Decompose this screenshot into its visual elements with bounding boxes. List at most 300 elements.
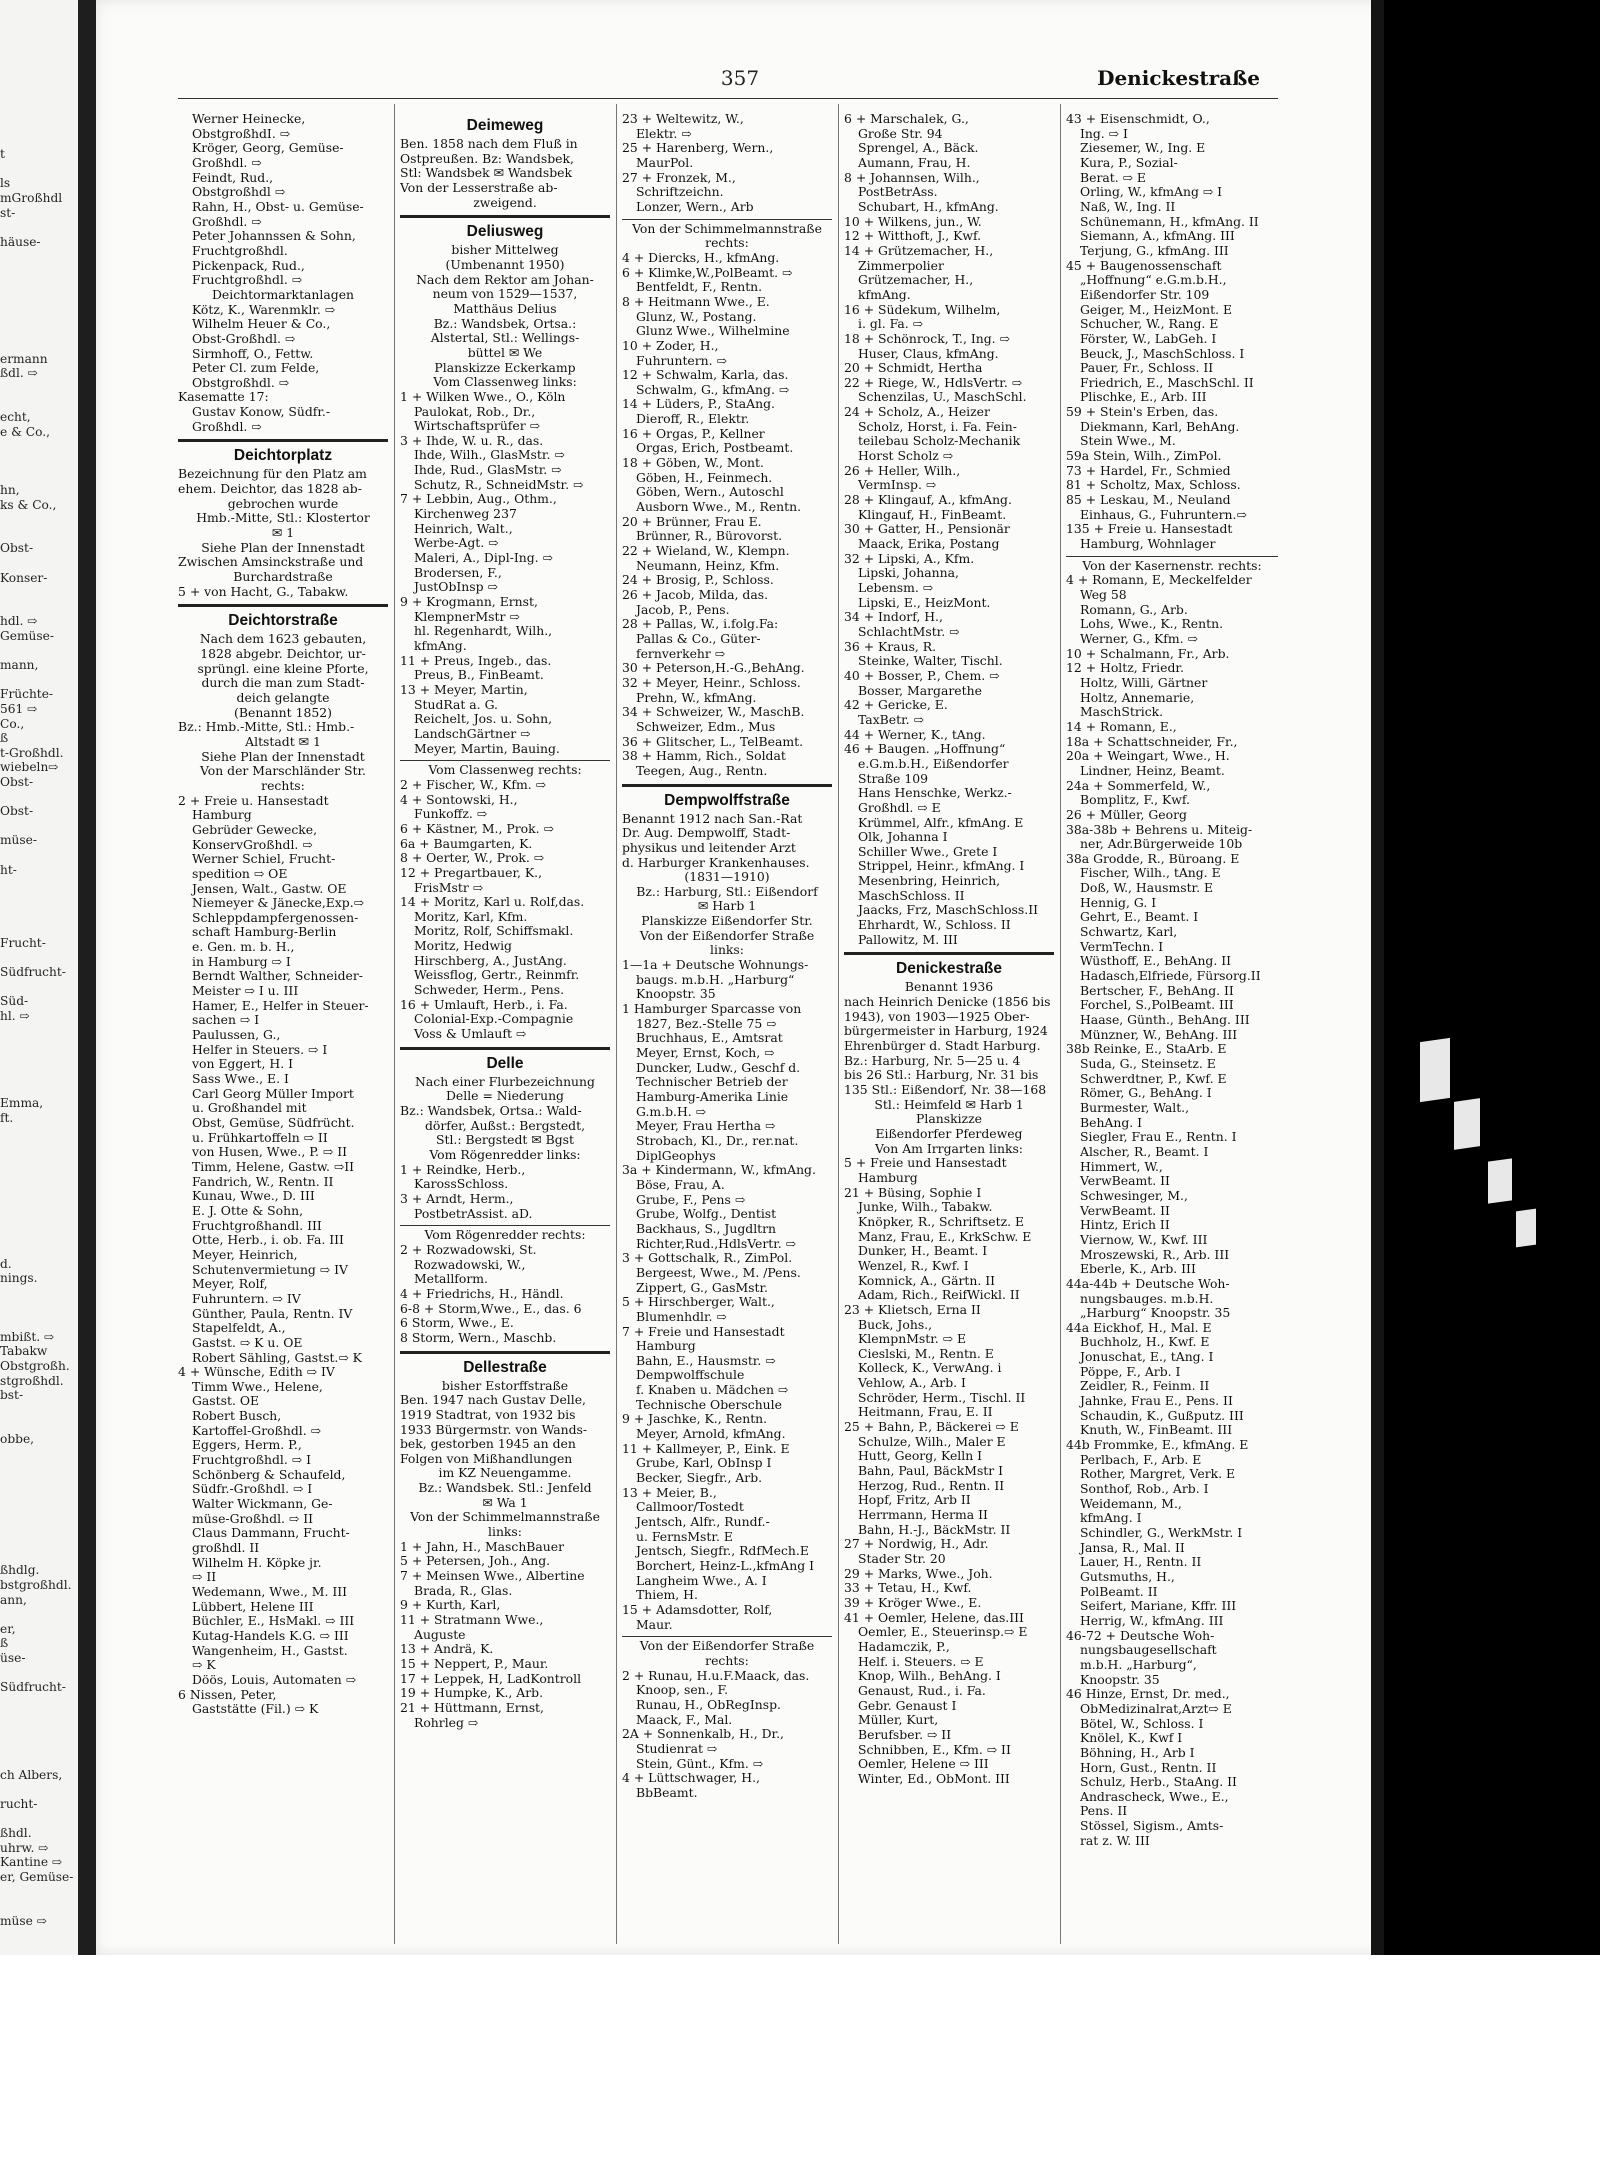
directory-line: Stössel, Sigism., Amts- — [1080, 1819, 1224, 1834]
directory-line: Fuhruntern. ⇨ IV — [192, 1291, 301, 1306]
directory-line: Pöppe, F., Arb. I — [1080, 1364, 1181, 1379]
section-divider — [400, 1047, 610, 1050]
directory-line: Ehrhardt, W., Schloss. II — [858, 918, 1011, 933]
directory-line: Schulze, Wilh., Maler E — [858, 1434, 1006, 1449]
directory-line: Berufsber. ⇨ II — [858, 1727, 952, 1742]
directory-line: müse-Großhdl. ⇨ II — [192, 1511, 314, 1526]
street-heading: Delle — [486, 1054, 524, 1072]
directory-line: 3 + Arndt, Herm., — [400, 1191, 514, 1206]
directory-line: Knuth, W., FinBeamt. III — [1080, 1423, 1233, 1438]
directory-line: Nach einer Flurbezeichnung — [415, 1074, 595, 1089]
directory-line: 20 + Brünner, Frau E. — [622, 514, 762, 529]
directory-line: G.m.b.H. ⇨ — [636, 1104, 707, 1119]
directory-line: Förster, W., LabGeh. I — [1080, 331, 1217, 346]
directory-line: Dieroff, R., Elektr. — [636, 412, 750, 427]
directory-line: 25 + Bahn, P., Bäckerei ⇨ E — [844, 1420, 1019, 1435]
directory-line: 28 + Klingauf, A., kfmAng. — [844, 493, 1012, 508]
directory-line: 12 + Pregartbauer, K., — [400, 865, 543, 880]
directory-line: rechts: — [705, 236, 749, 251]
directory-line: Heitmann, Frau, E. II — [858, 1405, 993, 1420]
directory-line: Hamburg-Amerika Linie — [636, 1090, 789, 1104]
directory-line: Dempwolffschule — [636, 1368, 745, 1383]
directory-line: Preus, B., FinBeamt. — [414, 668, 544, 683]
directory-line: bisher Mittelweg — [451, 243, 559, 258]
directory-line: 1 + Wilken Wwe., O., Köln — [400, 389, 566, 404]
directory-line: Wilhelm Heuer & Co., — [192, 317, 331, 332]
directory-line: 3 + Gottschalk, R., ZimPol. — [622, 1251, 793, 1266]
directory-line: hl. Regenhardt, Wilh., — [414, 624, 553, 639]
directory-line: 27 + Nordwig, H., Adr. — [844, 1537, 989, 1552]
text-column-5 — [1066, 112, 1278, 1942]
previous-page-fragment: ßhdlg. — [0, 1563, 40, 1578]
directory-line: 29 + Marks, Wwe., Joh. — [844, 1566, 993, 1581]
directory-line: E. J. Otte & Sohn, — [192, 1203, 304, 1218]
directory-line: 17 + Leppek, H, LadKontroll — [400, 1671, 582, 1686]
directory-line: 28 + Pallas, W., i.folg.Fa: — [622, 617, 779, 632]
previous-page-fragment: Tabakw — [0, 1344, 48, 1359]
directory-line: TaxBetr. ⇨ — [858, 712, 924, 727]
directory-line: 1828 abgebr. Deichtor, ur- — [200, 647, 366, 661]
directory-line: Mroszewski, R., Arb. III — [1080, 1247, 1230, 1262]
directory-line: Gastst. ⇨ K u. OE — [192, 1335, 303, 1350]
directory-line: Hamburg — [192, 808, 252, 823]
directory-line: 24 + Brosig, P., Schloss. — [622, 573, 774, 588]
directory-line: Gebrüder Gewecke, — [192, 822, 318, 837]
directory-line: Herrig, W., kfmAng. III — [1080, 1613, 1224, 1628]
directory-line: Buck, Johs., — [858, 1317, 933, 1332]
directory-line: Weg 58 — [1080, 588, 1127, 602]
directory-line: Orgas, Erich, Postbeamt. — [636, 441, 794, 456]
previous-page-fragment: müse ⇨ — [0, 1913, 47, 1928]
directory-line: MaschSchloss. II — [858, 888, 965, 903]
directory-line: Günther, Paula, Rentn. IV — [192, 1306, 353, 1321]
directory-line: Alscher, R., Beamt. I — [1080, 1144, 1209, 1159]
directory-line: 81 + Scholtz, Max, Schloss. — [1066, 478, 1241, 493]
column-rule — [838, 104, 839, 1944]
directory-line: kfmAng. — [414, 639, 467, 653]
directory-line: e.G.m.b.H., Eißendorfer — [858, 756, 1009, 771]
directory-line: Göben, H., Feinmech. — [636, 470, 773, 485]
directory-line: Obst-Großhdl. ⇨ — [192, 331, 296, 346]
directory-line: Beuck, J., MaschSchloss. I — [1080, 346, 1245, 361]
directory-line: Knoop, sen., F. — [636, 1683, 729, 1698]
directory-line: Geiger, M., HeizMont. E — [1080, 302, 1233, 317]
column-rule — [1060, 104, 1061, 1944]
directory-line: Doß, W., Hausmstr. E — [1080, 881, 1214, 896]
directory-line: ehem. Deichtor, das 1828 ab- — [178, 482, 362, 497]
directory-line: (Umbenannt 1950) — [445, 257, 565, 272]
directory-line: Hamer, E., Helfer in Steuer- — [192, 998, 369, 1013]
directory-line: FrisMstr ⇨ — [414, 880, 484, 895]
directory-line: physikus und leitender Arzt — [622, 840, 796, 855]
section-divider — [400, 215, 610, 218]
directory-line: Knop, Wilh., BehAng. I — [858, 1669, 1001, 1684]
directory-line: 4 + Romann, E, Meckelfelder — [1066, 573, 1252, 588]
previous-page-fragment: e & Co., — [0, 424, 51, 439]
directory-line: Matthäus Delius — [453, 301, 557, 316]
directory-line: 7 + Lebbin, Aug., Othm., — [400, 492, 557, 507]
directory-line: Elektr. ⇨ — [636, 126, 692, 141]
directory-line: Thiem, H. — [636, 1588, 698, 1603]
directory-line: KarossSchloss. — [414, 1177, 509, 1192]
directory-line: Bosser, Margarethe — [858, 683, 982, 698]
directory-line: Langheim Wwe., A. I — [636, 1573, 767, 1588]
directory-line: Jahnke, Frau E., Pens. II — [1080, 1394, 1233, 1409]
directory-line: 4 + Friedrichs, H., Händl. — [400, 1286, 564, 1301]
directory-line: Jensen, Walt., Gastw. OE — [192, 881, 347, 896]
directory-line: Eggers, Herm. P., — [192, 1438, 302, 1453]
directory-line: Werner, G., Kfm. ⇨ — [1080, 631, 1198, 646]
directory-line: 1919 Stadtrat, von 1932 bis — [400, 1407, 576, 1422]
directory-line: Schwartz, Karl, — [1080, 925, 1178, 940]
directory-line: Schnibben, E., Kfm. ⇨ II — [858, 1742, 1011, 1757]
directory-line: 8 + Oerter, W., Prok. ⇨ — [400, 851, 545, 866]
directory-line: „Harburg“ Knoopstr. 35 — [1080, 1306, 1231, 1321]
previous-page-fragment: stgroßhdl. — [0, 1373, 64, 1388]
directory-line: Maleri, A., Dipl-Ing. ⇨ — [414, 551, 553, 566]
directory-line: Schucher, W., Rang. E — [1080, 317, 1219, 332]
directory-line: Zwischen Amsinckstraße und — [178, 555, 364, 570]
previous-page-fragment: hl. ⇨ — [0, 1008, 30, 1023]
previous-page-fragment: nings. — [0, 1271, 38, 1286]
directory-line: Hopf, Fritz, Arb II — [858, 1493, 971, 1508]
directory-line: Herzog, Rud., Rentn. II — [858, 1478, 1005, 1493]
directory-line: 8 + Heitmann Wwe., E. — [622, 294, 770, 309]
directory-line: Sirmhoff, O., Fettw. — [192, 346, 314, 361]
directory-line: Junke, Wilh., Tabakw. — [858, 1200, 993, 1215]
previous-page-fragment: ch Albers, — [0, 1767, 63, 1782]
street-heading: Deichtorstraße — [228, 612, 338, 630]
directory-line: Vom Rögenredder links: — [429, 1148, 581, 1162]
directory-line: teilebau Scholz-Mechanik — [858, 434, 1021, 449]
directory-line: Schiller Wwe., Grete I — [858, 844, 998, 859]
directory-line: Jacob, P., Pens. — [636, 602, 730, 617]
directory-line: Knoopstr. 35 — [1080, 1672, 1160, 1687]
previous-page-fragment: t-Großhdl. — [0, 745, 64, 760]
directory-line: LandschGärtner ⇨ — [414, 726, 531, 741]
directory-line: ✉ Wa 1 — [482, 1495, 528, 1510]
header-rule — [178, 98, 1278, 99]
directory-line: Plischke, E., Arb. III — [1080, 390, 1207, 405]
directory-line: rat z. W. III — [1080, 1833, 1150, 1848]
directory-line: Sass Wwe., E. I — [192, 1072, 289, 1087]
directory-line: Dunker, H., Beamt. I — [858, 1244, 988, 1259]
directory-line: 5 + Petersen, Joh., Ang. — [400, 1554, 551, 1569]
directory-line: 44b Frommke, E., kfmAng. E — [1066, 1438, 1249, 1453]
directory-line: Strobach, Kl., Dr., rer.nat. — [636, 1133, 799, 1148]
directory-line: Himmert, W., — [1080, 1159, 1163, 1174]
directory-line: Lauer, H., Rentn. II — [1080, 1555, 1202, 1570]
directory-line: Moritz, Karl, Kfm. — [414, 909, 528, 924]
directory-line: Deichtormarktanlagen — [211, 287, 355, 302]
directory-line: 6 Nissen, Peter, — [178, 1687, 277, 1702]
directory-line: Schutz, R., SchneidMstr. ⇨ — [414, 477, 584, 492]
directory-line: 12 + Holtz, Friedr. — [1066, 661, 1184, 676]
directory-line: Diekmann, Karl, BehAng. — [1080, 419, 1240, 434]
directory-line: Von der Marschländer Str. — [199, 764, 366, 779]
directory-line: 33 + Tetau, H., Kwf. — [844, 1581, 972, 1596]
previous-page-fragment: Obstgroßh. — [0, 1359, 70, 1373]
directory-line: 59 + Stein's Erben, das. — [1066, 405, 1219, 420]
directory-line: Auguste — [414, 1627, 466, 1642]
directory-line: Stl: Wandsbek ✉ Wandsbek — [400, 166, 572, 181]
directory-line: Stapelfeldt, A., — [192, 1321, 286, 1336]
directory-line: zweigend. — [473, 195, 537, 210]
directory-line: Carl Georg Müller Import — [192, 1086, 354, 1101]
directory-line: 22 + Riege, W., HdlsVertr. ⇨ — [844, 375, 1023, 390]
directory-line: 10 + Schalmann, Fr., Arb. — [1066, 646, 1230, 661]
directory-line: Olk, Johanna I — [858, 830, 948, 845]
directory-line: Berndt Walther, Schneider- — [192, 969, 363, 984]
directory-line: 1 + Reindke, Herb., — [400, 1162, 526, 1177]
directory-line: Forchel, S.,PolBeamt. III — [1080, 998, 1234, 1013]
directory-line: Meyer, Arnold, kfmAng. — [636, 1427, 786, 1442]
directory-line: Bz.: Wandsbek, Ortsa.: — [433, 316, 577, 331]
previous-page-fragment: Südfrucht- — [0, 1680, 66, 1695]
directory-line: e. Gen. m. b. H., — [192, 940, 295, 955]
directory-line: 14 + Grützemacher, H., — [844, 243, 994, 258]
directory-line: 6 + Kästner, M., Prok. ⇨ — [400, 821, 554, 836]
directory-line: Holtz, Annemarie, — [1080, 690, 1195, 705]
directory-line: Andrascheck, Wwe., E., — [1080, 1789, 1229, 1804]
directory-line: Meister ⇨ I u. III — [192, 984, 299, 999]
directory-line: von Eggert, H. I — [192, 1057, 293, 1072]
directory-line: „Hoffnung“ e.G.m.b.H., — [1080, 273, 1227, 288]
street-heading: Deliusweg — [466, 223, 544, 241]
page-number: 357 — [720, 66, 760, 90]
directory-line: in Hamburg ⇨ I — [192, 954, 291, 969]
directory-line: Meyer, Heinrich, — [192, 1247, 298, 1262]
directory-line: Cieslski, M., Rentn. E — [858, 1346, 994, 1361]
directory-line: Bz.: Wandsbek. Stl.: Jenfeld — [418, 1481, 592, 1496]
directory-line: MaschStrick. — [1080, 705, 1164, 720]
directory-line: Hirschberg, A., JustAng. — [414, 953, 567, 968]
directory-line: Otte, Herb., i. ob. Fa. III — [192, 1233, 344, 1248]
directory-line: KlempnerMstr ⇨ — [414, 609, 520, 624]
directory-line: Bahn, E., Hausmstr. ⇨ — [636, 1353, 776, 1368]
directory-line: Brada, R., Glas. — [414, 1583, 513, 1598]
directory-line: 38a-38b + Behrens u. Miteig- — [1066, 822, 1253, 837]
directory-line: VermInsp. ⇨ — [858, 478, 937, 493]
directory-line: Siehe Plan der Innenstadt — [201, 749, 365, 764]
directory-line: kfmAng. I — [1080, 1511, 1142, 1526]
directory-line: Peter Johannssen & Sohn, — [192, 229, 356, 244]
directory-line: Burchardstraße — [233, 570, 333, 585]
directory-line: 1 Hamburger Sparcasse von — [622, 1002, 802, 1017]
directory-line: VerwBeamt. II — [1080, 1203, 1170, 1218]
directory-line: Helf. i. Steuers. ⇨ E — [858, 1654, 984, 1669]
directory-line: 32 + Lipski, A., Kfm. — [844, 551, 975, 566]
directory-line: Büchler, E., HsMakl. ⇨ III — [192, 1614, 355, 1629]
directory-line: 30 + Gatter, H., Pensionär — [844, 522, 1010, 537]
directory-line: Maack, Erika, Postang — [858, 537, 1000, 552]
directory-line: 25 + Harenberg, Wern., — [622, 141, 774, 156]
directory-line: Alstertal, Stl.: Wellings- — [430, 331, 580, 346]
directory-line: Borchert, Heinz-L.,kfmAng I — [636, 1559, 814, 1573]
directory-line: Robert Busch, — [192, 1409, 282, 1424]
directory-line: KonservGroßhdl. ⇨ — [192, 837, 313, 852]
directory-line: i. gl. Fa. ⇨ — [858, 317, 924, 332]
directory-line: Großhdl. ⇨ — [192, 214, 262, 229]
directory-line: Rozwadowski, W., — [414, 1257, 526, 1272]
directory-line: 11 + Stratmann Wwe., — [400, 1613, 544, 1628]
directory-line: 4 + Wünsche, Edith ⇨ IV — [178, 1365, 335, 1380]
directory-line: Meyer, Rolf, — [192, 1277, 268, 1292]
directory-line: BbBeamt. — [636, 1785, 698, 1800]
directory-line: Peter Cl. zum Felde, — [192, 361, 320, 376]
directory-line: Becker, Siegfr., Arb. — [636, 1471, 763, 1486]
directory-line: Jentsch, Siegfr., RdfMech.E — [636, 1544, 809, 1559]
directory-line: Weissflog, Gertr., Reinmfr. — [414, 968, 580, 983]
directory-line: nungsbaugesellschaft — [1080, 1643, 1217, 1658]
directory-line: Straße 109 — [858, 771, 928, 786]
directory-line: Stl.: Bergstedt ✉ Bgst — [436, 1133, 574, 1148]
directory-line: Rother, Margret, Verk. E — [1080, 1467, 1236, 1482]
directory-line: Jentsch, Alfr., Rundf.- — [636, 1515, 770, 1530]
directory-line: Bezeichnung für den Platz am — [178, 467, 367, 482]
directory-line: Knöpker, R., Schriftsetz. E — [858, 1214, 1025, 1229]
directory-line: schaft Hamburg-Berlin — [192, 925, 337, 940]
directory-line: VerwBeamt. II — [1080, 1174, 1170, 1189]
directory-line: Eißendorfer Str. 109 — [1080, 287, 1210, 302]
directory-line: Colonial-Exp.-Compagnie — [414, 1012, 574, 1027]
directory-line: 30 + Peterson,H.-G.,BehAng. — [622, 661, 805, 676]
directory-line: Suda, G., Steinsetz. E — [1080, 1057, 1216, 1071]
directory-line: 6a + Baumgarten, K. — [400, 836, 533, 851]
previous-page-fragment: st- — [0, 205, 16, 220]
directory-line: Gehrt, E., Beamt. I — [1080, 910, 1199, 925]
directory-line: Pickenpack, Rud., — [192, 258, 305, 273]
directory-line: Bahn, H.-J., BäckMstr. II — [858, 1522, 1011, 1537]
directory-line: BehAng. I — [1080, 1115, 1143, 1130]
column-rule — [616, 104, 617, 1944]
street-heading: Deichtorplatz — [233, 447, 333, 465]
directory-line: Stein, Günt., Kfm. ⇨ — [636, 1756, 764, 1771]
directory-line: Weidemann, M., — [1080, 1496, 1182, 1511]
previous-page-fragment: Gemüse- — [0, 629, 54, 643]
directory-line: 23 + Weltewitz, W., — [622, 112, 744, 126]
directory-line: Horn, Gust., Rentn. II — [1080, 1760, 1217, 1775]
directory-line: 10 + Wilkens, jun., W. — [844, 214, 982, 229]
directory-line: bek, gestorben 1945 an den — [400, 1437, 576, 1452]
directory-line: 9 + Jaschke, K., Rentn. — [622, 1412, 768, 1427]
directory-line: 26 + Müller, Georg — [1066, 807, 1187, 822]
directory-line: Zimmerpolier — [858, 258, 944, 273]
directory-line: DiplGeophys — [636, 1148, 716, 1163]
directory-line: Werbe-Agt. ⇨ — [414, 536, 499, 551]
directory-line: Döös, Louis, Automaten ⇨ — [192, 1672, 357, 1687]
directory-line: Wirtschaftsprüfer ⇨ — [414, 419, 540, 434]
directory-line: Stader Str. 20 — [858, 1552, 946, 1566]
page-bottom-margin — [0, 1955, 1600, 2177]
page-right-border — [1371, 0, 1384, 1955]
directory-line: Gebr. Genaust I — [858, 1698, 957, 1713]
directory-line: 44a Eickhof, H., Mal. E — [1066, 1320, 1212, 1335]
directory-line: sachen ⇨ I — [192, 1013, 260, 1028]
directory-line: 18a + Schattschneider, Fr., — [1066, 734, 1238, 749]
directory-line: Eißendorfer Pferdeweg — [875, 1126, 1023, 1141]
previous-page-edge — [0, 0, 80, 1955]
directory-line: 14 + Romann, E., — [1066, 719, 1177, 734]
directory-line: 26 + Heller, Wilh., — [844, 463, 961, 478]
previous-page-fragment: ls — [0, 176, 11, 191]
directory-line: 2 + Fischer, W., Kfm. ⇨ — [400, 777, 546, 792]
directory-line: Stein Wwe., M. — [1080, 434, 1176, 449]
directory-line: Wenzel, R., Kwf. I — [858, 1258, 969, 1273]
directory-line: Technische Oberschule — [636, 1397, 782, 1412]
directory-line: Kirchenweg 237 — [414, 507, 517, 522]
directory-line: Bertscher, F., BehAng. II — [1080, 983, 1234, 998]
directory-line: bisher Estorffstraße — [441, 1378, 569, 1393]
directory-line: Ihde, Rud., GlasMstr. ⇨ — [414, 463, 562, 478]
directory-line: 5 + Freie und Hansestadt — [844, 1156, 1007, 1171]
directory-line: 46 + Baugen. „Hoffnung“ — [844, 742, 1006, 757]
directory-line: ObstgroßhdI. ⇨ — [192, 126, 291, 141]
directory-line: 34 + Indorf, H., — [844, 610, 943, 625]
directory-line: Von der Schimmelmannstraße — [632, 221, 822, 236]
directory-line: KlempnMstr. ⇨ E — [858, 1332, 967, 1347]
directory-line: 42 + Gericke, E. — [844, 698, 948, 713]
directory-line: Schubart, H., kfmAng. — [858, 199, 999, 214]
directory-line: Horst Scholz ⇨ — [858, 449, 954, 464]
directory-line: 24a + Sommerfeld, W., — [1066, 778, 1211, 793]
directory-line: Perlbach, F., Arb. E — [1080, 1452, 1202, 1467]
previous-page-fragment: echt, — [0, 410, 31, 424]
directory-line: Lipski, E., HeizMont. — [858, 595, 991, 610]
directory-line: 21 + Büsing, Sophie I — [844, 1185, 982, 1200]
text-column-1 — [178, 112, 388, 1942]
directory-line: Gutsmuths, H., — [1080, 1569, 1175, 1584]
directory-line: Studienrat ⇨ — [636, 1741, 718, 1756]
directory-line: Fischer, Wilh., tAng. E — [1080, 866, 1221, 881]
directory-line: ⇨ II — [192, 1570, 217, 1585]
previous-page-fragment: Obst- — [0, 775, 34, 789]
directory-line: ✉ Harb 1 — [697, 899, 757, 914]
directory-line: Hennig, G. I — [1080, 895, 1157, 910]
directory-line: Zippert, G., GasMstr. — [636, 1280, 768, 1295]
directory-line: rechts: — [705, 1653, 749, 1668]
directory-line: Viernow, W., Kwf. III — [1080, 1232, 1208, 1247]
directory-line: Schwalm, G., kfmAng. ⇨ — [636, 382, 790, 397]
directory-line: Klingauf, H., FinBeamt. — [858, 507, 1007, 522]
previous-page-fragment: er, — [0, 1621, 16, 1636]
directory-line: Rahn, H., Obst- u. Gemüse- — [192, 199, 364, 214]
directory-line: Ziesemer, W., Ing. E — [1080, 141, 1206, 156]
directory-line: Meyer, Frau Hertha ⇨ — [636, 1119, 776, 1134]
directory-line: u. FernsMstr. E — [636, 1529, 733, 1544]
directory-line: Runau, H., ObRegInsp. — [636, 1697, 781, 1712]
directory-line: 2 + Runau, H.u.F.Maack, das. — [622, 1668, 810, 1683]
directory-line: Fruchtgroßhandl. III — [192, 1218, 322, 1233]
directory-line: 16 + Umlauft, Herb., i. Fa. — [400, 997, 568, 1012]
directory-line: (1831—1910) — [684, 870, 770, 885]
directory-line: 4 + Diercks, H., kfmAng. — [622, 250, 780, 265]
directory-line: 46-72 + Deutsche Woh- — [1066, 1628, 1215, 1643]
directory-line: spedition ⇨ OE — [192, 866, 288, 881]
directory-line: Schulz, Herb., StaAng. II — [1080, 1775, 1237, 1790]
directory-line: Oemler, Helene ⇨ III — [858, 1757, 989, 1772]
directory-line: Oemler, E., Steuerinsp.⇨ E — [858, 1625, 1028, 1640]
directory-line: Wedemann, Wwe., M. III — [192, 1585, 348, 1599]
directory-line: Kröger, Georg, Gemüse- — [192, 141, 344, 156]
directory-line: Glunz, W., Postang. — [636, 309, 757, 324]
directory-line: 44a-44b + Deutsche Woh- — [1066, 1276, 1230, 1291]
directory-line: Backhaus, S., Jugdltrn — [636, 1221, 777, 1236]
directory-line: sprüngl. eine kleine Pforte, — [197, 661, 369, 676]
text-column-2 — [400, 112, 610, 1942]
directory-line: Friedrich, E., MaschSchl. II — [1080, 375, 1254, 390]
directory-line: Großhdl. ⇨ — [192, 419, 262, 434]
